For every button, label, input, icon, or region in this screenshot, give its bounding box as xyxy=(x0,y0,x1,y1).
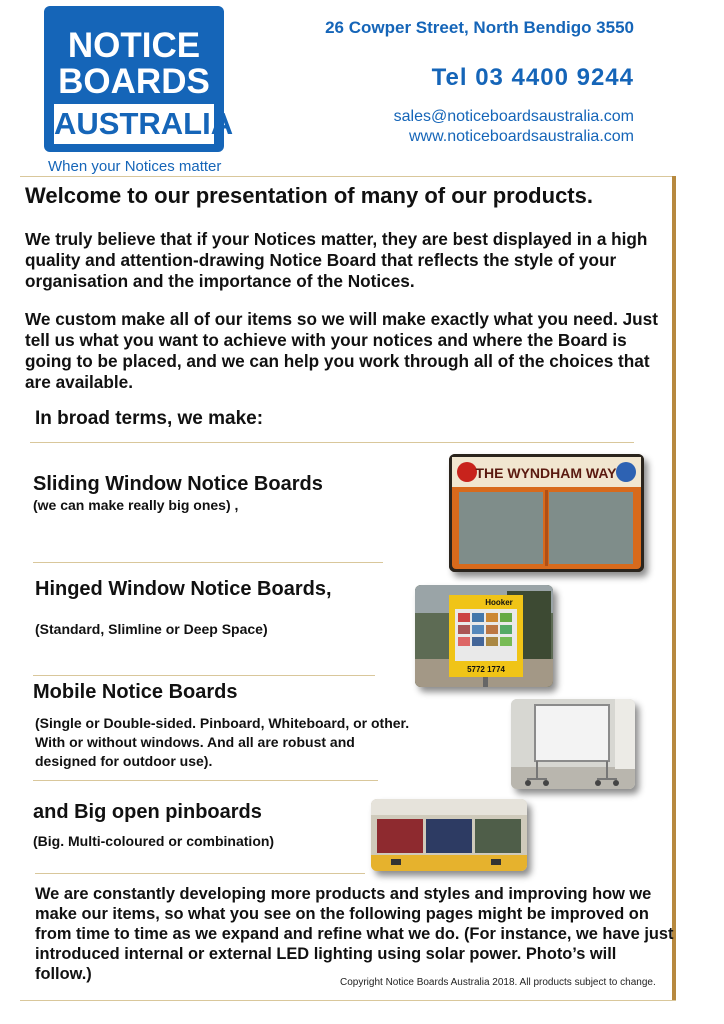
product-title-sliding: Sliding Window Notice Boards xyxy=(33,473,323,495)
contact-address: 26 Cowper Street, North Bendigo 3550 xyxy=(325,18,634,37)
company-logo xyxy=(44,6,234,152)
mobile-board-illustration xyxy=(511,699,635,789)
logo-australia-box xyxy=(54,104,234,144)
product-note-sliding: (we can make really big ones) , xyxy=(33,497,239,513)
section-heading-broad-terms: In broad terms, we make: xyxy=(35,408,264,429)
product-divider xyxy=(33,675,375,676)
top-divider xyxy=(20,176,672,177)
product-divider xyxy=(33,562,383,563)
pinboard-photo xyxy=(371,799,527,871)
sliding-board-photo xyxy=(449,454,644,572)
product-divider xyxy=(33,780,378,781)
hinged-board-phone: 5772 1774 xyxy=(467,665,505,674)
intro-paragraph-2: We custom make all of our items so we will make exactly what you need. Just tell us what you want to achieve with your notices and where the Board is going to be placed, and we can help you work through all of the choices that are available. xyxy=(25,309,658,392)
pinboard-illustration xyxy=(371,799,527,871)
contact-website[interactable]: www.noticeboardsaustralia.com xyxy=(409,128,634,145)
logo-line-notice: NOTICE xyxy=(67,26,201,65)
sliding-board-sign: THE WYNDHAM WAY xyxy=(475,465,617,481)
logo-tagline: When your Notices matter xyxy=(48,158,222,175)
intro-paragraph-1: We truly believe that if your Notices matter, they are best displayed in a high quality and attention-drawing Notice Board that reflects the style of your organisation and the importance of the Notices. xyxy=(25,229,648,291)
logo-line-boards: BOARDS xyxy=(58,62,210,101)
product-title-pinboards: and Big open pinboards xyxy=(33,801,262,823)
contact-phone: Tel 03 4400 9244 xyxy=(431,64,634,91)
product-title-hinged: Hinged Window Notice Boards, xyxy=(35,578,332,600)
product-note-hinged: (Standard, Slimline or Deep Space) xyxy=(35,621,268,637)
closing-paragraph: We are constantly developing more products and styles and improving how we make our items, so what you see on the following pages might be improved on from time to time as we expand and refine what we do. (For instance, we have just introduced internal or external LED lighting using solar power. Photo’s will follow.) xyxy=(35,885,674,983)
contact-email[interactable]: sales@noticeboardsaustralia.com xyxy=(393,108,634,125)
sliding-board-illustration xyxy=(449,454,644,572)
mobile-board-photo xyxy=(511,699,635,789)
copyright-notice: Copyright Notice Boards Australia 2018. All products subject to change. xyxy=(340,977,656,988)
hinged-board-illustration xyxy=(415,585,553,687)
product-title-mobile: Mobile Notice Boards xyxy=(33,681,238,703)
product-divider xyxy=(35,873,365,874)
section-divider xyxy=(30,442,634,443)
right-border xyxy=(672,176,676,1001)
product-note-mobile: (Single or Double-sided. Pinboard, Whiteboard, or other. With or without windows. And all are robust and designed for outdoor use). xyxy=(35,715,410,769)
product-note-pinboards: (Big. Multi-coloured or combination) xyxy=(33,833,275,849)
page-headline: Welcome to our presentation of many of our products. xyxy=(25,183,593,208)
hinged-board-sign: Hooker xyxy=(485,598,513,607)
hinged-board-photo xyxy=(415,585,553,687)
bottom-divider xyxy=(20,1000,676,1001)
logo-line-australia: AUSTRALIA xyxy=(54,106,234,141)
